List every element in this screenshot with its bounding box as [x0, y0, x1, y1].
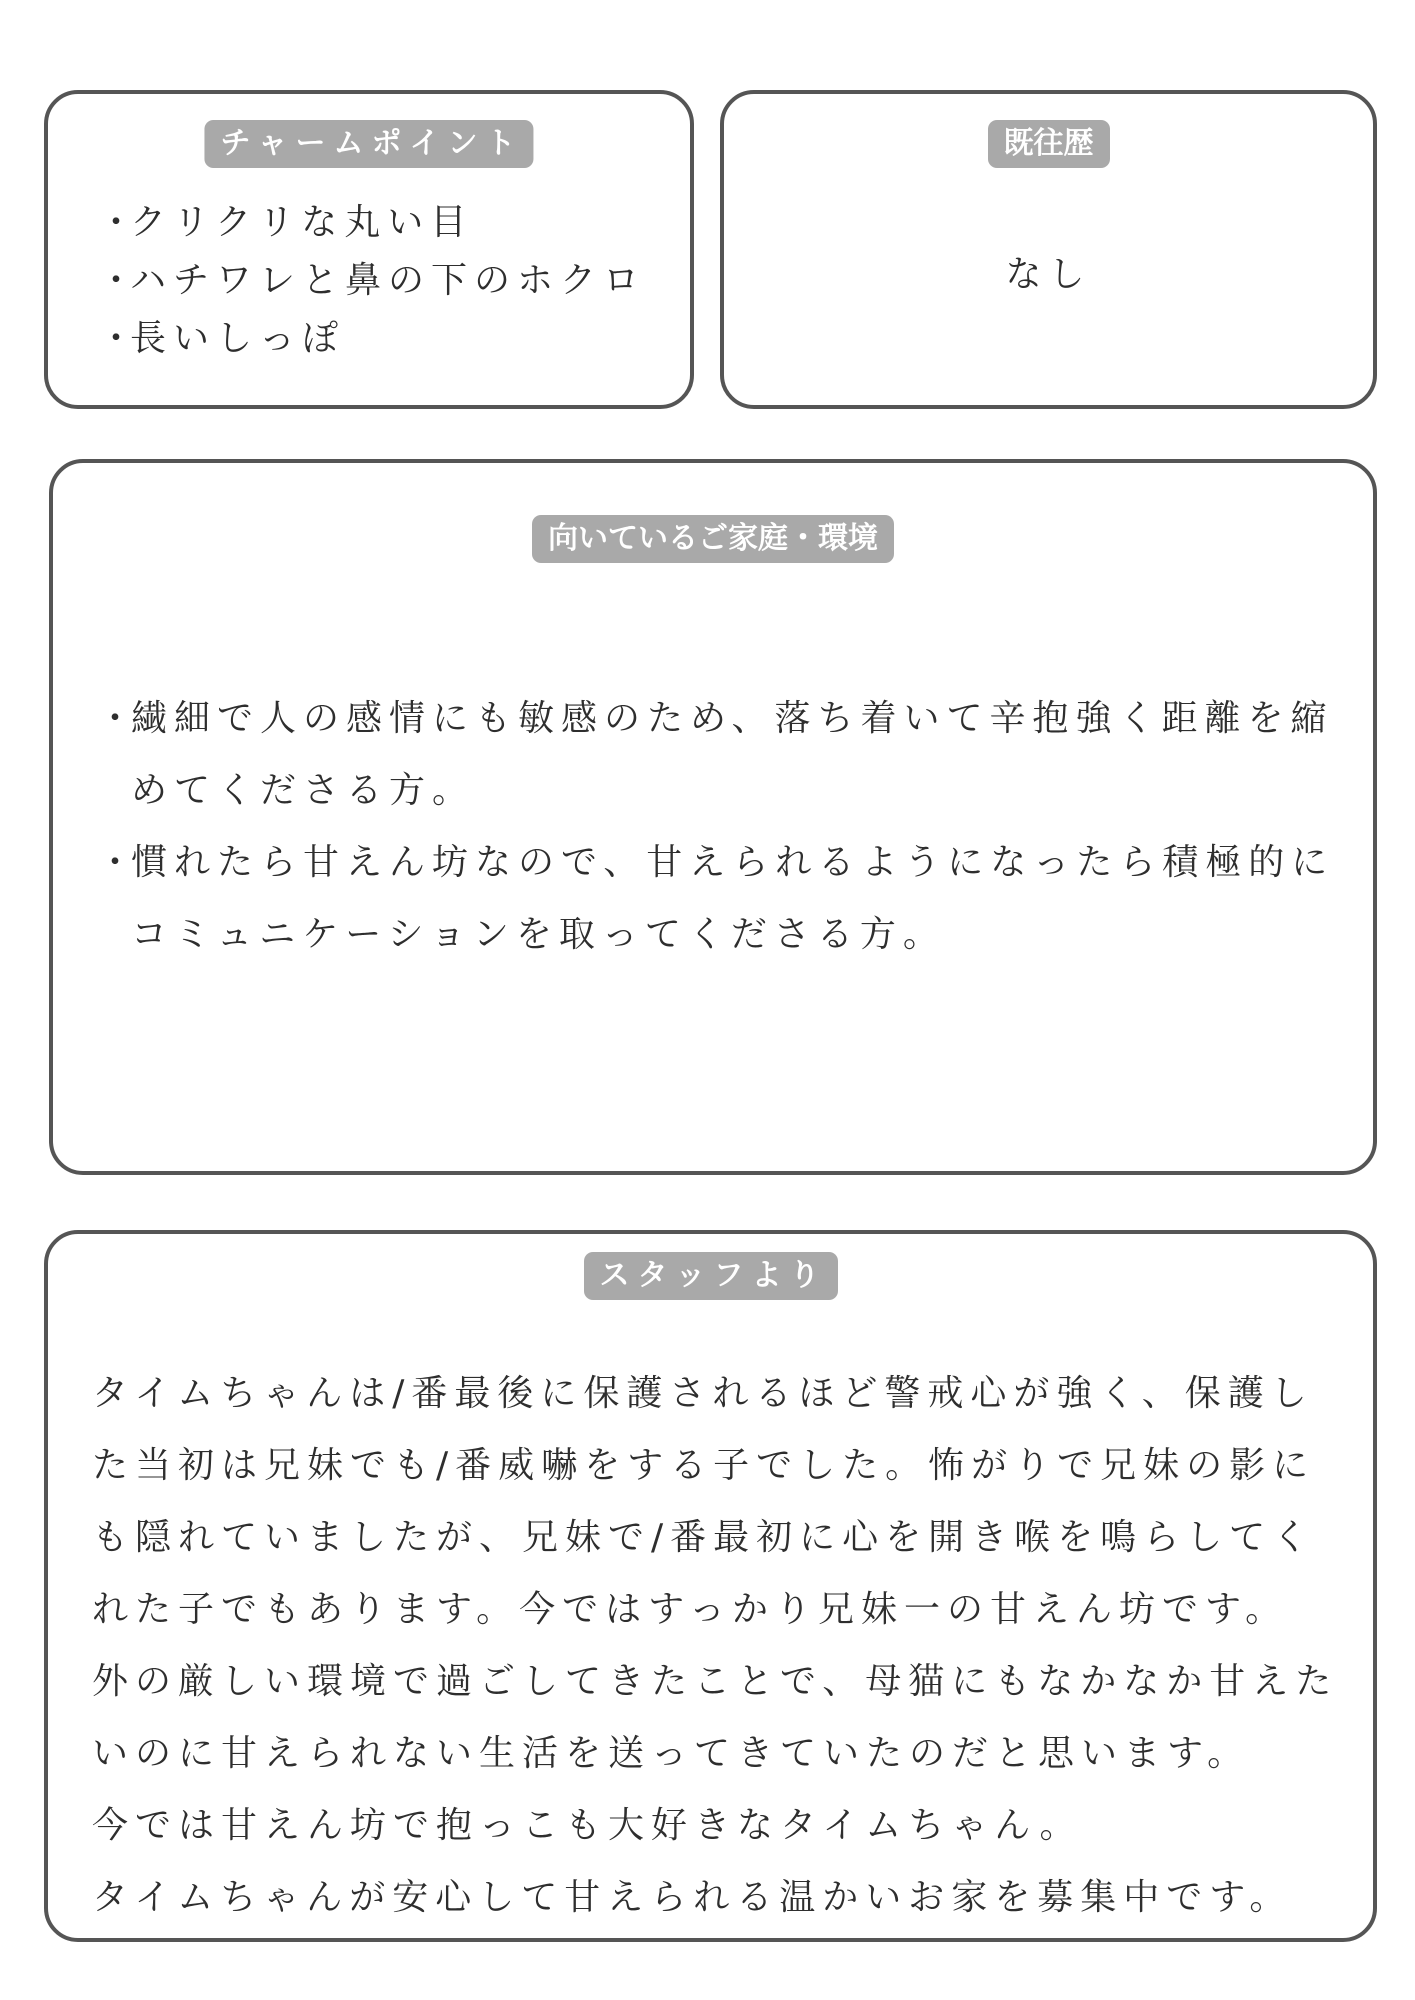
charm-point-text: クリクリな丸い目: [130, 202, 474, 243]
list-item: [98, 252, 646, 310]
list-item: [98, 194, 646, 252]
bullet: ・: [98, 202, 142, 243]
medical-history-value: なし: [1005, 254, 1092, 295]
staff-message-line: タイムちゃんが安心して甘えられる温かいお家を募集中です。: [92, 1877, 1293, 1918]
staff-message-line: タイムちゃんは/番最後に保護されるほど警戒心が強く、保護し: [92, 1373, 1314, 1414]
medical-history-title: 既往歴: [988, 120, 1110, 168]
list-item: [97, 683, 1343, 827]
charm-points-card: [44, 90, 694, 409]
suitable-home-card: [49, 459, 1377, 1175]
staff-message-body: [92, 1358, 1337, 1934]
bullet: ・: [97, 698, 141, 739]
staff-message-card: [44, 1230, 1377, 1942]
suitable-home-list: [97, 683, 1343, 971]
staff-message-line: た当初は兄妹でも/番威嚇をする子でした。怖がりで兄妹の影に: [92, 1445, 1316, 1486]
staff-message-title: スタッフより: [584, 1252, 838, 1300]
bullet: ・: [98, 260, 142, 301]
charm-point-text: 長いしっぽ: [130, 318, 346, 359]
suitable-home-title: 向いているご家庭・環境: [532, 515, 894, 563]
staff-message-line: いのに甘えられない生活を送ってきていたのだと思います。: [92, 1733, 1251, 1774]
suitable-home-text: 慣れたら甘えん坊なので、甘えられるようになったら積極的にコミュニケーションを取ってくださる方。: [131, 842, 1335, 955]
medical-history-card: [720, 90, 1377, 409]
suitable-home-text: 繊細で人の感情にも敏感のため、落ち着いて辛抱強く距離を縮めてくださる方。: [131, 698, 1334, 811]
charm-points-title: チャームポイント: [204, 120, 533, 168]
list-item: [97, 827, 1343, 971]
charm-points-list: [98, 194, 646, 368]
staff-message-line: れた子でもあります。今ではすっかり兄妹一の甘えん坊です。: [92, 1589, 1289, 1630]
list-item: [98, 310, 646, 368]
staff-message-line: 外の厳しい環境で過ごしてきたことで、母猫にもなかなか甘えた: [92, 1661, 1339, 1702]
staff-message-line: 今では甘えん坊で抱っこも大好きなタイムちゃん。: [92, 1805, 1083, 1846]
charm-point-text: ハチワレと鼻の下のホクロ: [130, 260, 647, 301]
bullet: ・: [97, 842, 141, 883]
staff-message-line: も隠れていましたが、兄妹で/番最初に心を開き喉を鳴らしてく: [92, 1517, 1316, 1558]
bullet: ・: [98, 318, 142, 359]
